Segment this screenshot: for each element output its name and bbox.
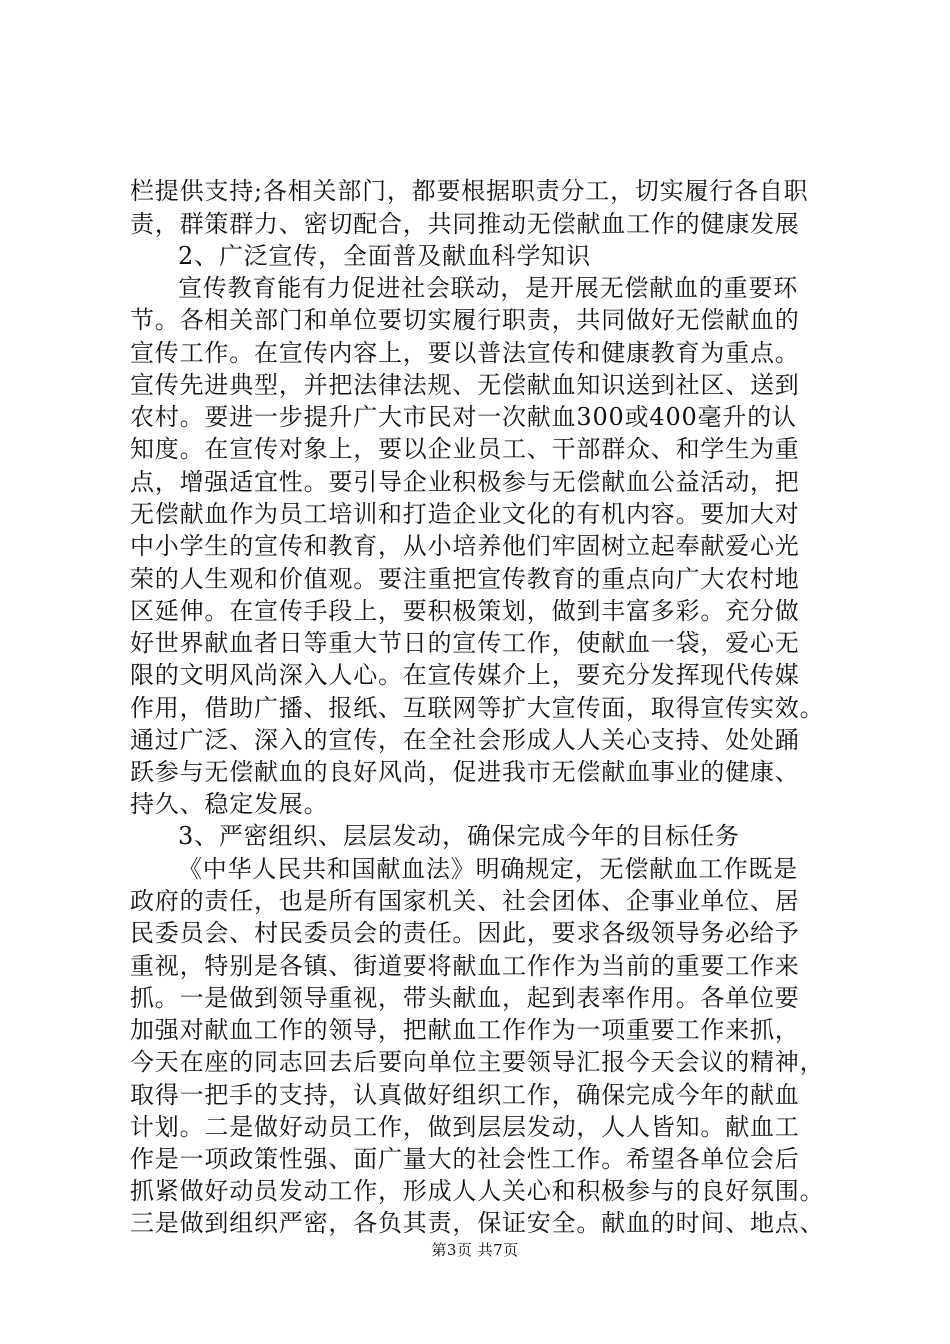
text-line: 限的文明风尚深入人心。在宣传媒介上，要充分发挥现代传媒	[130, 661, 800, 689]
text-line: 计划。二是做好动员工作，做到层层发动，人人皆知。献血工	[130, 1113, 800, 1141]
text-line: 中小学生的宣传和教育，从小培养他们牢固树立起奉献爱心光	[130, 532, 800, 560]
text-line: 《中华人民共和国献血法》明确规定，无偿献血工作既是	[178, 855, 798, 883]
text-line: 作用，借助广播、报纸、互联网等扩大宣传面，取得宣传实效。	[130, 694, 825, 722]
text-line: 重视，特别是各镇、街道要将献血工作作为当前的重要工作来	[130, 952, 800, 980]
text-line: 宣传教育能有力促进社会联动，是开展无偿献血的重要环	[178, 274, 798, 302]
text-line: 跃参与无偿献血的良好风尚，促进我市无偿献血事业的健康、	[130, 758, 800, 786]
text-line: 区延伸。在宣传手段上，要积极策划，做到丰富多彩。充分做	[130, 597, 800, 625]
text-line: 栏提供支持;各相关部门，都要根据职责分工，切实履行各自职	[130, 177, 809, 205]
page-number-footer: 第3页 共7页	[431, 1241, 519, 1259]
text-line: 责，群策群力、密切配合，共同推动无偿献血工作的健康发展	[130, 210, 800, 238]
section-heading: 2、广泛宣传，全面普及献血科学知识	[178, 242, 591, 270]
text-line: 政府的责任，也是所有国家机关、社会团体、企事业单位、居	[130, 887, 800, 915]
text-line: 抓紧做好动员发动工作，形成人人关心和积极参与的良好氛围。	[130, 1177, 825, 1205]
text-line: 取得一把手的支持，认真做好组织工作，确保完成今年的献血	[130, 1081, 800, 1109]
text-line: 宣传先进典型，并把法律法规、无偿献血知识送到社区、送到	[130, 371, 800, 399]
text-line: 通过广泛、深入的宣传，在全社会形成人人关心支持、处处踊	[130, 726, 800, 754]
section-heading: 3、严密组织、层层发动，确保完成今年的目标任务	[178, 822, 740, 850]
text-line: 知度。在宣传对象上，要以企业员工、干部群众、和学生为重	[130, 435, 800, 463]
text-line: 加强对献血工作的领导，把献血工作作为一项重要工作来抓，	[130, 1016, 800, 1044]
text-line: 宣传工作。在宣传内容上，要以普法宣传和健康教育为重点。	[130, 339, 800, 367]
text-line: 好世界献血者日等重大节日的宣传工作，使献血一袋，爱心无	[130, 629, 800, 657]
text-line: 荣的人生观和价值观。要注重把宣传教育的重点向广大农村地	[130, 565, 800, 593]
text-line: 作是一项政策性强、面广量大的社会性工作。希望各单位会后	[130, 1145, 800, 1173]
text-line: 持久、稳定发展。	[130, 790, 329, 818]
text-line: 三是做到组织严密，各负其责，保证安全。献血的时间、地点、	[130, 1209, 825, 1237]
text-line: 民委员会、村民委员会的责任。因此，要求各级领导务必给予	[130, 919, 800, 947]
text-line: 节。各相关部门和单位要切实履行职责，共同做好无偿献血的	[130, 306, 800, 334]
text-line: 今天在座的同志回去后要向单位主要领导汇报今天会议的精神，	[130, 1048, 825, 1076]
text-line: 农村。要进一步提升广大市民对一次献血300或400毫升的认	[130, 403, 797, 431]
text-line: 无偿献血作为员工培训和打造企业文化的有机内容。要加大对	[130, 500, 800, 528]
text-line: 抓。一是做到领导重视，带头献血，起到表率作用。各单位要	[130, 984, 800, 1012]
text-line: 点，增强适宜性。要引导企业积极参与无偿献血公益活动，把	[130, 468, 800, 496]
